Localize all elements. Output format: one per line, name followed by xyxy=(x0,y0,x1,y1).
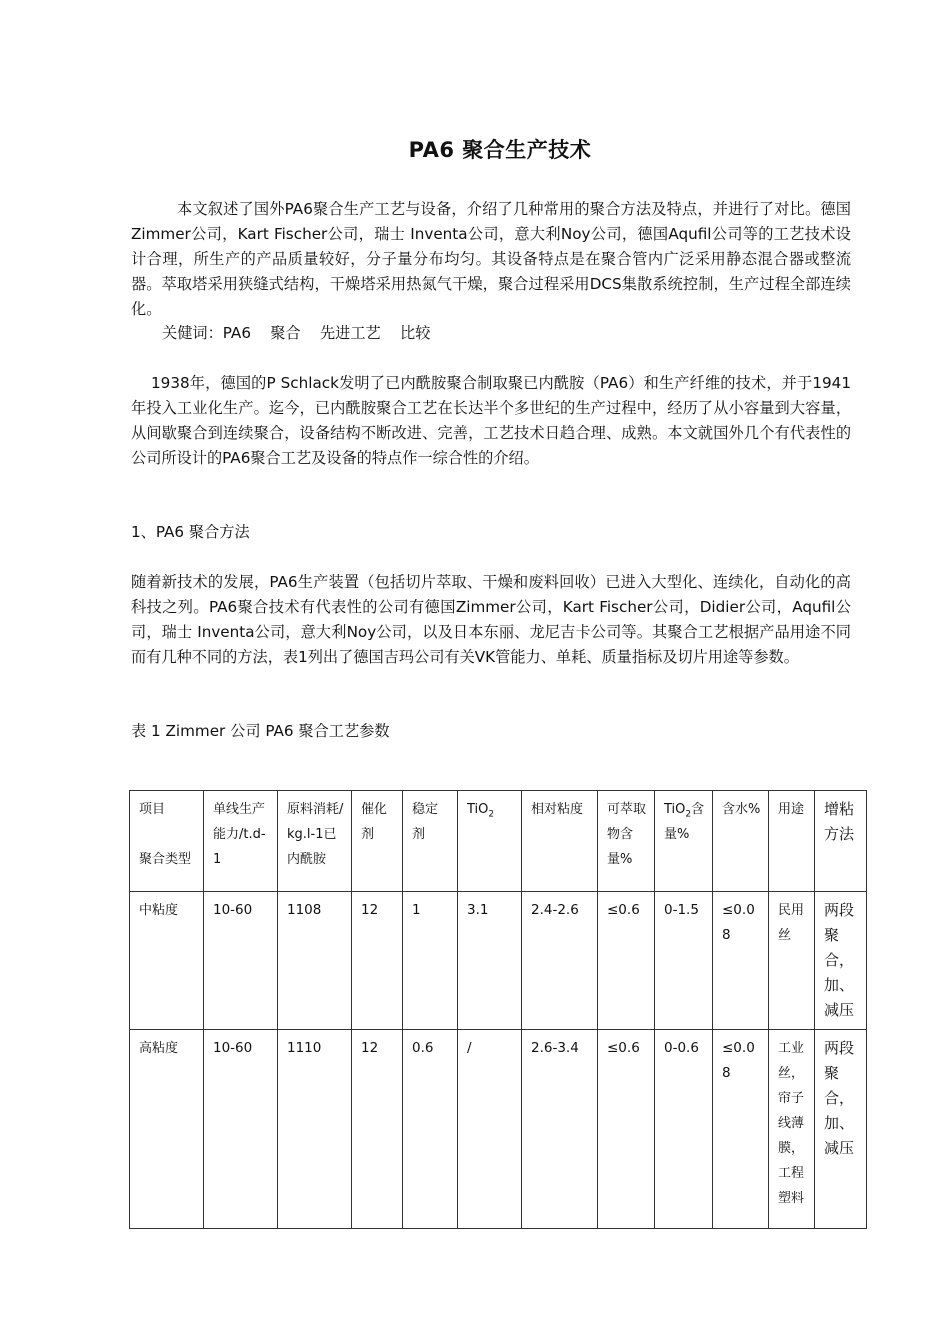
header-cell-water: 含水% xyxy=(713,791,769,892)
cell-capacity: 10-60 xyxy=(204,892,278,1030)
header-type-label: 聚合类型 xyxy=(139,852,192,867)
cell-consumption: 1108 xyxy=(278,892,352,1030)
header-cell-method: 增粘方法 xyxy=(815,791,867,892)
cell-stabilizer: 0.6 xyxy=(403,1030,458,1229)
cell-stabilizer: 1 xyxy=(403,892,458,1030)
header-cell-extractables: 可萃取物含量% xyxy=(598,791,655,892)
cell-tio2-content: 0-1.5 xyxy=(655,892,713,1030)
header-tio2c-rest: 含量% xyxy=(664,802,705,842)
table-row xyxy=(130,892,867,1030)
cell-consumption: 1110 xyxy=(278,1030,352,1229)
header-cell-tio2 xyxy=(458,791,522,892)
header-cell-viscosity: 相对粘度 xyxy=(522,791,598,892)
table-row xyxy=(130,1030,867,1229)
cell-tio2: 3.1 xyxy=(458,892,522,1030)
cell-usage: 工业丝，帘子线薄膜，工程塑料 xyxy=(769,1030,815,1229)
cell-tio2-content: 0-0.6 xyxy=(655,1030,713,1229)
parameter-table xyxy=(129,790,867,1229)
table-caption: 表 1 Zimmer 公司 PA6 聚合工艺参数 xyxy=(131,722,390,740)
cell-type: 中粘度 xyxy=(130,892,204,1030)
header-cell-type xyxy=(130,791,204,892)
cell-tio2: / xyxy=(458,1030,522,1229)
header-cell-tio2-content xyxy=(655,791,713,892)
table-header-row xyxy=(130,791,867,892)
header-cell-catalyst: 催化剂 xyxy=(352,791,403,892)
cell-method: 两段聚合，加、减压 xyxy=(815,892,867,1030)
cell-catalyst: 12 xyxy=(352,1030,403,1229)
abstract-paragraph: 本文叙述了国外PA6聚合生产工艺与设备，介绍了几种常用的聚合方法及特点，并进行了对比。德国Zimmer公司，Kart Fischer公司，瑞士 Inventa公司，意大利Noy公司，德国Aqufil公司等的工艺技术设计合理，所生产的产品质量较好，分子量分布均匀。其设备特点是在聚合管内广泛采用静态混合器或整流器。萃取塔采用狭缝式结构，干燥塔采用热氮气干燥，聚合过程采用DCS集散系统控制，生产过程全部连续化。 xyxy=(131,200,851,318)
cell-type: 高粘度 xyxy=(130,1030,204,1229)
cell-capacity: 10-60 xyxy=(204,1030,278,1229)
header-cell-usage: 用途 xyxy=(769,791,815,892)
header-tio2c-main: TiO xyxy=(664,802,686,817)
section-heading: 1、PA6 聚合方法 xyxy=(131,523,250,541)
cell-extractables: ≤0.6 xyxy=(598,1030,655,1229)
header-tio2c-sub: 2 xyxy=(685,809,692,820)
header-cell-capacity: 单线生产能力/t.d-1 xyxy=(204,791,278,892)
cell-water: ≤0.08 xyxy=(713,1030,769,1229)
cell-extractables: ≤0.6 xyxy=(598,892,655,1030)
keywords-line: 关健词：PA6 聚合 先进工艺 比较 xyxy=(162,324,431,342)
intro-paragraph: 1938年，德国的P Schlack发明了已内酰胺聚合制取聚已内酰胺（PA6）和生产纤维的技术，并于1941年投入工业化生产。迄今，已内酰胺聚合工艺在长达半个多世纪的生产过程中，经历了从小容量到大容量，从间歇聚合到连续聚合，设备结构不断改进、完善，工艺技术日趋合理、成熟。本文就国外几个有代表性的公司所设计的PA6聚合工艺及设备的特点作一综合性的介绍。 xyxy=(131,374,851,467)
header-cell-stabilizer: 稳定剂 xyxy=(403,791,458,892)
section-body-paragraph: 随着新技术的发展，PA6生产装置（包括切片萃取、干燥和废料回收）已进入大型化、连续化，自动化的高科技之列。PA6聚合技术有代表性的公司有德国Zimmer公司，Kart Fischer公司，Didier公司，Aqufil公司，瑞士 Inventa公司，意大利Noy公司，以及日本东丽、龙尼吉卡公司等。其聚合工艺根据产品用途不同而有几种不同的方法，表1列出了德国吉玛公司有关VK管能力、单耗、质量指标及切片用途等参数。 xyxy=(131,573,851,666)
cell-viscosity: 2.4-2.6 xyxy=(522,892,598,1030)
header-tio2-sub: 2 xyxy=(488,809,495,820)
header-cell-consumption: 原料消耗/kg.l-1已内酰胺 xyxy=(278,791,352,892)
cell-method: 两段聚合，加、减压 xyxy=(815,1030,867,1229)
cell-water: ≤0.08 xyxy=(713,892,769,1030)
cell-usage: 民用丝 xyxy=(769,892,815,1030)
header-tio2-main: TiO xyxy=(467,802,489,817)
cell-catalyst: 12 xyxy=(352,892,403,1030)
cell-viscosity: 2.6-3.4 xyxy=(522,1030,598,1229)
header-item-label: 项目 xyxy=(139,802,166,817)
page-title: PA6 聚合生产技术 xyxy=(408,138,592,162)
